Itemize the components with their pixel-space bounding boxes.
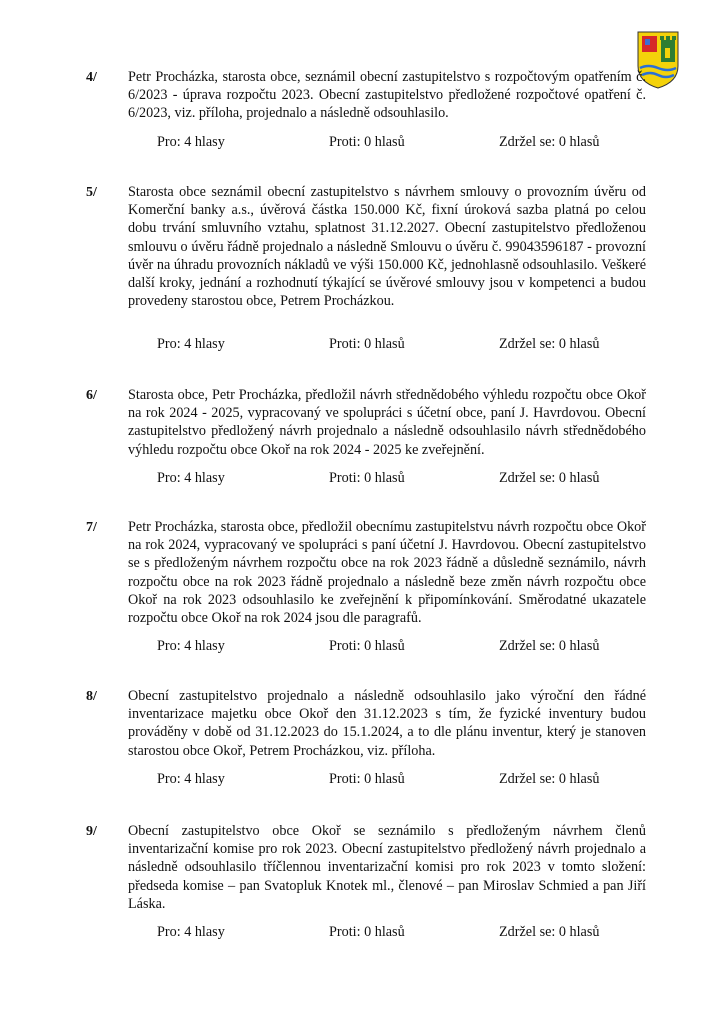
vote-against: Proti: 0 hlasů [329, 134, 405, 150]
vote-abstain: Zdržel se: 0 hlasů [499, 470, 600, 486]
item-text: Starosta obce, Petr Procházka, předložil návrh střednědobého výhledu rozpočtu obce Okoř na rok 2024 - 2025, vypracovaný ve spolupráci s účetní obce, paní J. Havrdovou. Obecní zastupitelstvo předložený návrh projednalo a následně odsouhlasilo návrh střednědobého výhledu rozpočtu obce Okoř na rok 2024 - 2025 ke zveřejnění. [128, 387, 646, 458]
vote-for: Pro: 4 hlasy [157, 134, 225, 150]
vote-abstain: Zdržel se: 0 hlasů [499, 638, 600, 654]
vote-abstain: Zdržel se: 0 hlasů [499, 134, 600, 150]
vote-abstain: Zdržel se: 0 hlasů [499, 771, 600, 787]
item-number: 6/ [86, 388, 97, 403]
vote-for: Pro: 4 hlasy [157, 771, 225, 787]
vote-abstain: Zdržel se: 0 hlasů [499, 336, 600, 352]
vote-for: Pro: 4 hlasy [157, 336, 225, 352]
vote-for: Pro: 4 hlasy [157, 470, 225, 486]
item-text: Obecní zastupitelstvo projednalo a následně odsouhlasilo jako výroční den řádné inventarizace majetku obce Okoř den 31.12.2023 s tím, že fyzické inventury budou prováděny v době od 31.12.2023 do 15.1.2024, a to dle plánu inventur, který je stanoven starostou obce Okoř, Petrem Procházkou, viz. příloha. [128, 688, 646, 759]
vote-against: Proti: 0 hlasů [329, 771, 405, 787]
vote-against: Proti: 0 hlasů [329, 924, 405, 940]
item-text: Petr Procházka, starosta obce, předložil obecnímu zastupitelstvu návrh rozpočtu obce Okoř na rok 2024, vypracovaný ve spolupráci s paní účetní J. Havrdovou. Obecní zastupitelstvo se s předloženým návrhem rozpočtu obce na rok 2023 řádně a důsledně seznámilo, návrh rozpočtu obce na rok 2023 řádně projednalo a následně beze změn návrh rozpočtu obce Okoř na rok 2023 odsouhlasilo ke zveřejnění k připomínkování. Směrodatné ukazatele rozpočtu obce Okoř na rok 2024 jsou dle paragrafů. [128, 519, 646, 627]
vote-for: Pro: 4 hlasy [157, 924, 225, 940]
item-number: 5/ [86, 185, 97, 200]
vote-against: Proti: 0 hlasů [329, 336, 405, 352]
item-number: 8/ [86, 689, 97, 704]
item-text: Starosta obce seznámil obecní zastupitelstvo s návrhem smlouvy o provozním úvěru od Komerční banky a.s., úvěrová částka 150.000 Kč, fixní úroková sazba platná po celou dobu trvání smluvního vztahu, splatnost 31.12.2027. Obecní zastupitelstvo předloženou smlouvu o úvěru řádně projednalo a následně Smlouvu o úvěru č. 99043596187 - provozní úvěr na úhradu provozních nákladů ve výši 150.000 Kč, jednohlasně odsouhlasilo. Veškeré další kroky, jednání a rozhodnutí týkající se úvěrové smlouvy jsou v kompetenci a budou provedeny starostou obce, Petrem Procházkou. [128, 184, 646, 310]
item-number: 4/ [86, 70, 97, 85]
vote-against: Proti: 0 hlasů [329, 638, 405, 654]
item-number: 7/ [86, 520, 97, 535]
vote-abstain: Zdržel se: 0 hlasů [499, 924, 600, 940]
vote-against: Proti: 0 hlasů [329, 470, 405, 486]
item-text: Obecní zastupitelstvo obce Okoř se seznámilo s předloženým návrhem členů inventarizační komise pro rok 2023. Obecní zastupitelstvo předložený návrh projednalo a následně odsouhlasilo tříčlennou inventarizační komisi pro rok 2023 v tomto složení: předseda komise – pan Svatopluk Knotek ml., členové – pan Miroslav Schmied a pan Jiří Láska. [128, 823, 646, 912]
item-number: 9/ [86, 824, 97, 839]
vote-for: Pro: 4 hlasy [157, 638, 225, 654]
item-text: Petr Procházka, starosta obce, seznámil obecní zastupitelstvo s rozpočtovým opatřením č. 6/2023 - úprava rozpočtu 2023. Obecní zastupitelstvo předložené rozpočtové opatření č. 6/2023, viz. příloha, projednalo a následně odsouhlasilo. [128, 69, 646, 122]
